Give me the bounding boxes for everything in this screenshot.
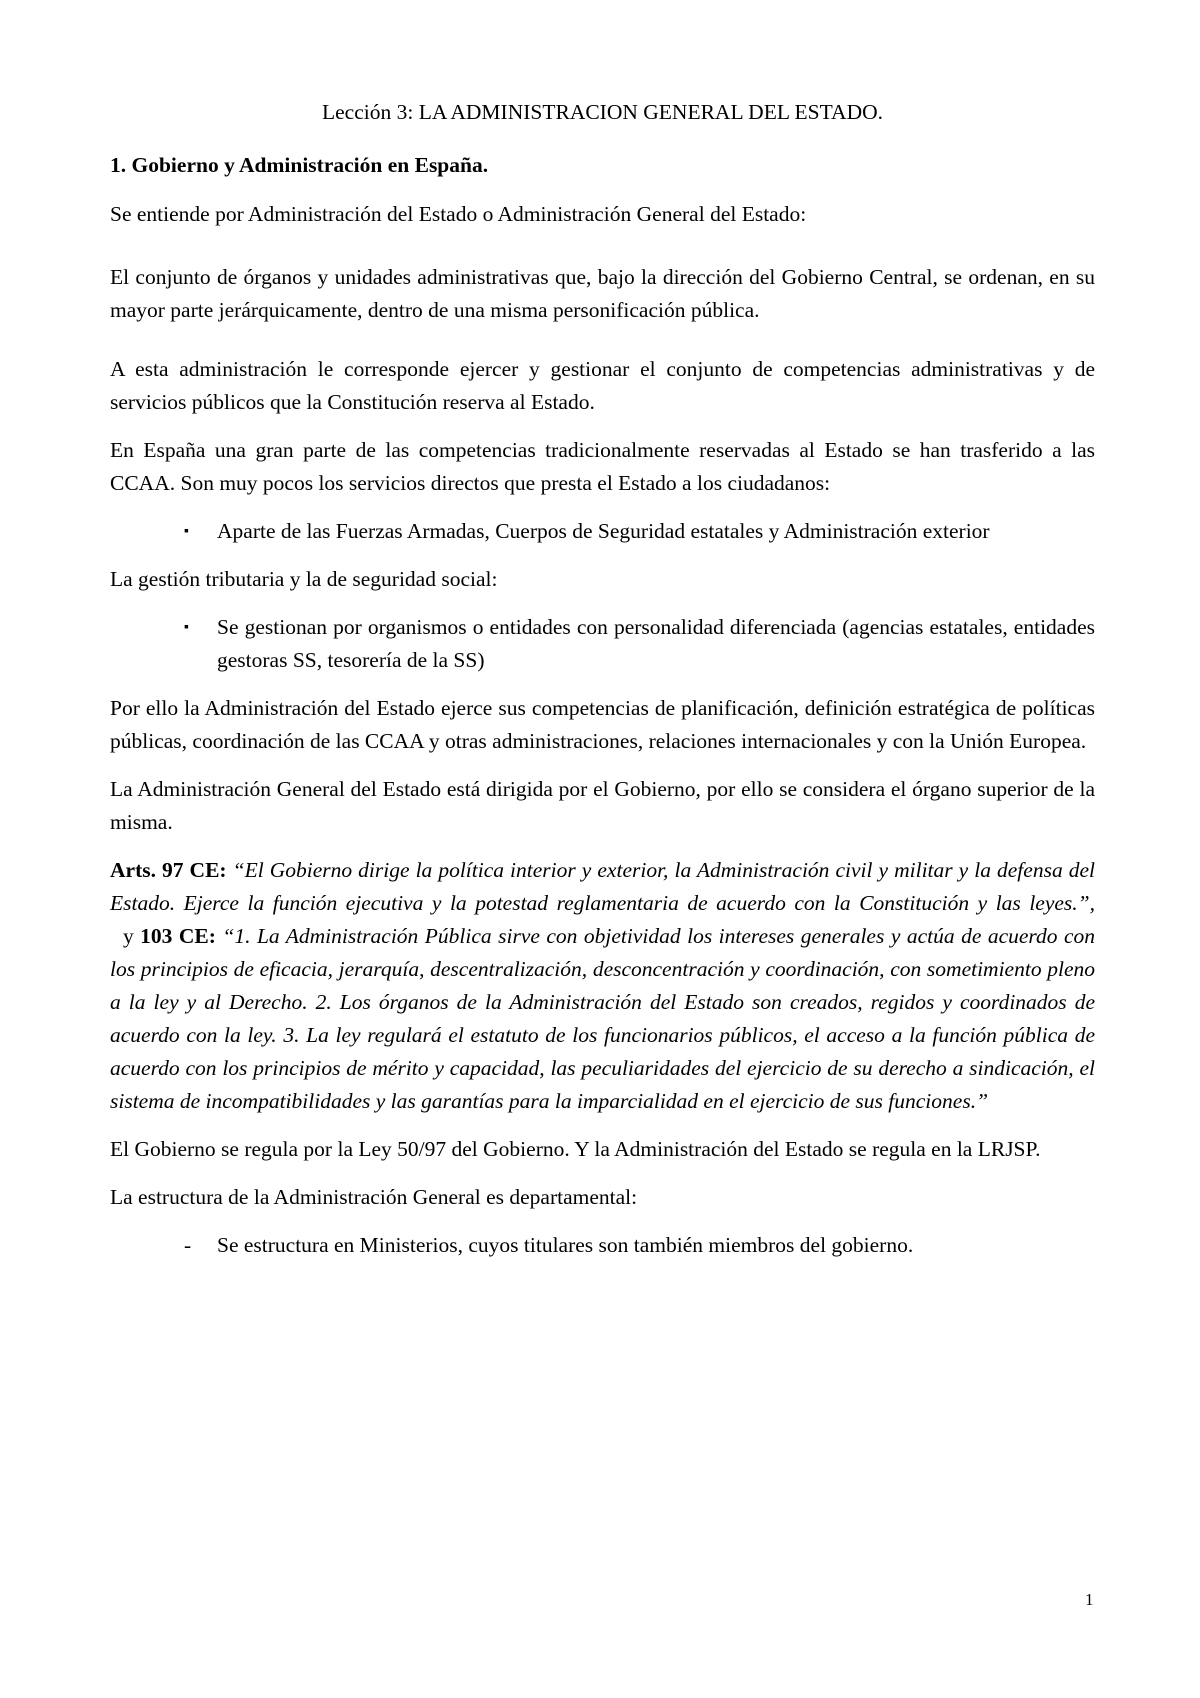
art103-quote: “1. La Administración Pública sirve con objetividad los intereses generales y actúa de acuerdo con los principios de eficacia, jerarquía, descentralización, desconcentración y coordinación, con sometimiento pleno a la ley y al Derecho. 2. Los órganos de la Administración del Estado son creados, regidos y coordinados de acuerdo con la ley. 3. La ley regulará el estatuto de los funcionarios públicos, el acceso a la función pública de acuerdo con los principios de mérito y capacidad, las peculiaridades del ejercicio de su derecho a sindicación, el sistema de incompatibilidades y las garantías para la imparcialidad en el ejercicio de sus funciones.”: [110, 924, 1095, 1113]
section-heading: 1. Gobierno y Administración en España.: [110, 153, 489, 177]
connector-text: y: [110, 924, 141, 948]
list-item: [110, 1229, 1095, 1262]
list-item-text: Se gestionan por organismos o entidades con personalidad diferenciada (agencias estatales, entidades gestoras SS, tesorería de la SS): [217, 615, 1095, 672]
bullet-icon: ▪: [184, 524, 189, 539]
paragraph-articulos-ce: [110, 854, 1095, 1118]
dash-list-ministerios: [110, 1229, 1095, 1262]
dash-icon: -: [184, 1233, 192, 1257]
document-page: [110, 96, 1095, 1277]
paragraph-competencias: A esta administración le corresponde ejercer y gestionar el conjunto de competencias administrativas y de servicios públicos que la Constitución reserva al Estado.: [110, 357, 1095, 414]
page-number: 1: [1085, 1590, 1094, 1609]
paragraph-ley-gobierno: El Gobierno se regula por la Ley 50/97 del Gobierno. Y la Administración del Estado se regula en la LRJSP.: [110, 1137, 1041, 1161]
list-item-text: Aparte de las Fuerzas Armadas, Cuerpos de Seguridad estatales y Administración exterior: [217, 519, 990, 543]
paragraph-competencias-planificacion: Por ello la Administración del Estado ejerce sus competencias de planificación, definición estratégica de políticas públicas, coordinación de las CCAA y otras administraciones, relaciones internacionales y con la Unión Europea.: [110, 696, 1095, 753]
bullet-list-organismos: [110, 611, 1095, 677]
art103-label: 103 CE:: [140, 924, 223, 948]
paragraph-dirigida-gobierno: La Administración General del Estado está dirigida por el Gobierno, por ello se considera el órgano superior de la misma.: [110, 777, 1095, 834]
art97-label: Arts. 97 CE:: [110, 858, 233, 882]
paragraph-definition: El conjunto de órganos y unidades administrativas que, bajo la dirección del Gobierno Central, se ordenan, en su mayor parte jerárquicamente, dentro de una misma personificación pública.: [110, 265, 1095, 322]
paragraph-gestion-tributaria: La gestión tributaria y la de seguridad social:: [110, 567, 498, 591]
list-item: [110, 515, 1095, 548]
bullet-icon: ▪: [184, 620, 189, 635]
art97-quote: “El Gobierno dirige la política interior y exterior, la Administración civil y militar y la defensa del Estado. Ejerce la función ejecutiva y la potestad reglamentaria de acuerdo con la Constitución y las leyes.”,: [110, 858, 1095, 915]
list-item-text: Se estructura en Ministerios, cuyos titulares son también miembros del gobierno.: [217, 1233, 914, 1257]
paragraph-estructura: La estructura de la Administración General es departamental:: [110, 1185, 638, 1209]
list-item: [110, 611, 1095, 677]
paragraph-definition-intro: Se entiende por Administración del Estado o Administración General del Estado:: [110, 202, 807, 226]
bullet-list-servicios: [110, 515, 1095, 548]
paragraph-espana-ccaa: En España una gran parte de las competencias tradicionalmente reservadas al Estado se han trasferido a las CCAA. Son muy pocos los servicios directos que presta el Estado a los ciudadanos:: [110, 438, 1095, 495]
document-title: Lección 3: LA ADMINISTRACION GENERAL DEL ESTADO.: [322, 100, 883, 124]
